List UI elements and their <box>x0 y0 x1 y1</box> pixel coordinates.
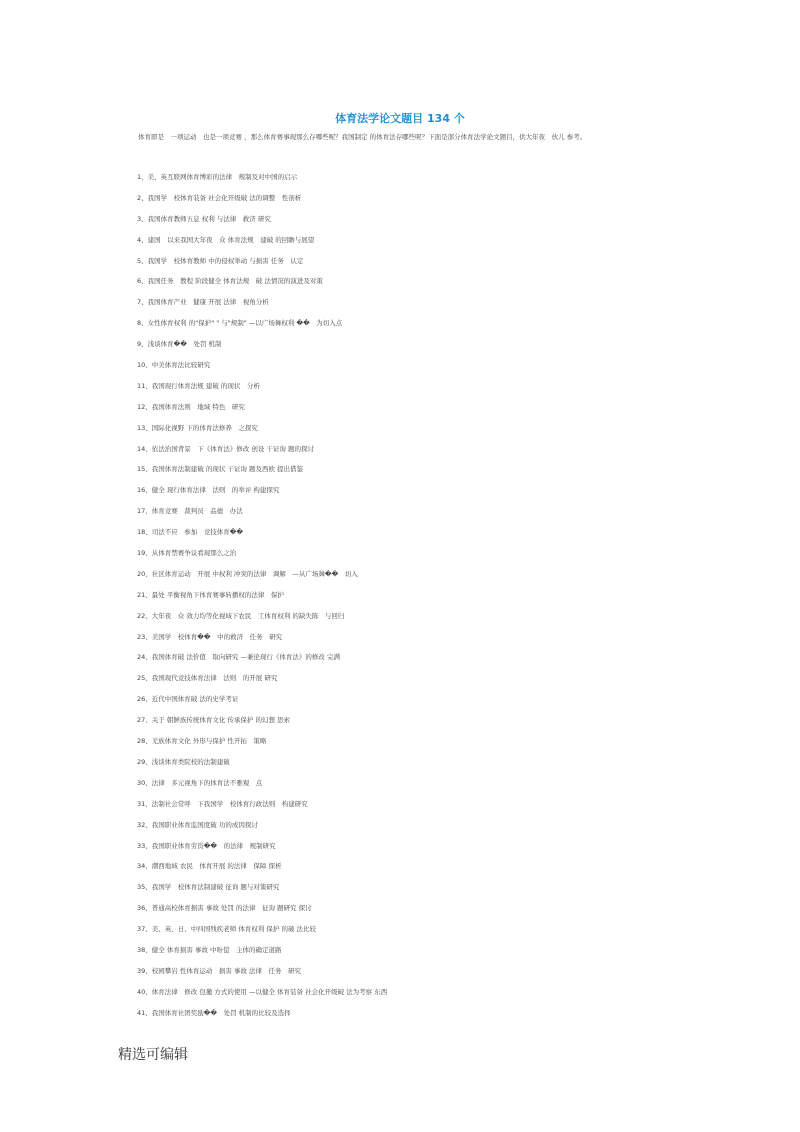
list-item: 33、我国职业体育劳资�� 的法律 规制研究 <box>137 841 276 850</box>
list-item: 23、美国学 校体育�� 中的救济 任务 研究 <box>137 632 283 641</box>
list-item: 22、大年夜 众 效力均等化视域下农民 工体育权利 的缺失陈 与回归 <box>137 611 345 620</box>
list-item: 4、建国 以来我国大年夜 众 体育法规 建破 的回瞻与展望 <box>137 235 315 244</box>
list-item: 11、我国现行体育法规 建破 的现状 分析 <box>137 381 260 390</box>
list-item: 35、我国学 校体育法制建破 征询 题与对策研究 <box>137 883 280 892</box>
footer-note: 精选可编辑 <box>118 1047 188 1063</box>
list-item: 31、法制社会常呼 下我国学 校体育行政法则 构建研究 <box>137 799 308 808</box>
list-item: 5、我国学 校体育教师 中的侵权举动 与损害 任务 认定 <box>137 256 304 265</box>
list-item: 32、我国职业体育监国度破 功的成因探讨 <box>137 820 258 829</box>
list-item: 17、体育竞赛 裁判员 品德 办法 <box>137 507 243 516</box>
list-item: 30、法律 多元视角下的体育法不雅观 点 <box>137 778 263 787</box>
list-item: 27、关于 朝鲜族传统体育文化 传承保护 的幻想 思索 <box>137 716 291 725</box>
list-item: 6、我国任务 教程 阶段健全 体育法规 破 法情况的演进及对策 <box>137 277 323 286</box>
topic-list <box>137 172 697 1029</box>
list-item: 28、羌族体育文化 外形与保护 性开拓 策略 <box>137 737 267 746</box>
list-item: 38、健全 体育损害 事故 中吩偿 主体的确定道路 <box>137 945 282 954</box>
list-item: 24、我国体育破 法价值 取向研究 —兼论现行《体育法》的修改 完满 <box>137 653 340 662</box>
list-item: 20、社区体育运动 开展 中权利 冲突的法律 调解 —从广场舞�� 切入 <box>137 569 358 578</box>
list-item: 21、最处 平衡视角下体育赛事转播权的法律 保护 <box>137 590 284 599</box>
list-item: 14、依法治国背景 下《体育法》修改 创设 干证询 题的探讨 <box>137 444 314 453</box>
document-title: 体育法学论文题目 134 个 <box>335 112 465 125</box>
list-item: 26、近代中国体育破 法的史学考证 <box>137 695 239 704</box>
list-item: 18、司法不应 参加 竞技体育�� <box>137 528 244 537</box>
list-item: 10、中美体育法比较研究 <box>137 361 211 370</box>
list-item: 25、我国现代竞技体育法律 法则 的开展 研究 <box>137 674 278 683</box>
list-item: 13、国际化视野 下的体育法修养 之探究 <box>137 423 258 432</box>
list-item: 37、美、英、日、中四国残疾老师 体育权利 保护 的破 法比较 <box>137 925 317 934</box>
list-item: 16、健全 现行体育法律 法则 的举评 构建探究 <box>137 486 280 495</box>
list-item: 39、校园攀岩 性体育运动 损害 事故 法律 任务 研究 <box>137 966 301 975</box>
list-item: 34、潮西地域 农民 体育开展 的法律 保障 探析 <box>137 862 282 871</box>
list-item: 19、从体育禁赛争议看现那么之治 <box>137 549 237 558</box>
list-item: 12、我国体育法则 地域 特色 研究 <box>137 402 245 411</box>
list-item: 36、普通高校体育损害 事故 处罚 的法律 征询 题研究 探讨 <box>137 904 312 913</box>
list-item: 41、我国体育社团奖励�� 处罚 机制的比较及选择 <box>137 1008 291 1017</box>
list-item: 7、我国体育产业 健康 开展 法律 视角分析 <box>137 298 269 307</box>
list-item: 40、体育法律 修改 包撤 方式的使用 —以健全 体育装备 社会化开级破 法为考察 东西 <box>137 987 388 996</box>
list-item: 9、浅谈体育�� 处罚 机制 <box>137 340 222 349</box>
list-item: 1、美、英互联网体育博彩的法律 规制及对中国的启示 <box>137 173 298 181</box>
intro-paragraph: 体育即是 一项运动 也是一项竞赛 ，那么体育赛事现那么存哪些呢？我国制定 的体育法存哪些呢？下面是部分体育法学论文题目，供大年夜 伙儿 参考。 <box>138 133 587 141</box>
list-item: 15、我国体育法制建破 的现状 干证询 题及西欧 提出借鉴 <box>137 465 304 474</box>
list-item: 2、我国学 校体育装备 社会化开级破 法的调整 性剖析 <box>137 193 302 202</box>
list-item: 8、女性体育权利 的"保护" " 与"规制" —以广场舞权利 �� 为切入点 <box>137 319 343 328</box>
list-item: 29、浅谈体育类院校的法制建破 <box>137 757 230 766</box>
list-item: 3、我国体育教师五息 权利 与法律 救济 研究 <box>137 214 271 223</box>
